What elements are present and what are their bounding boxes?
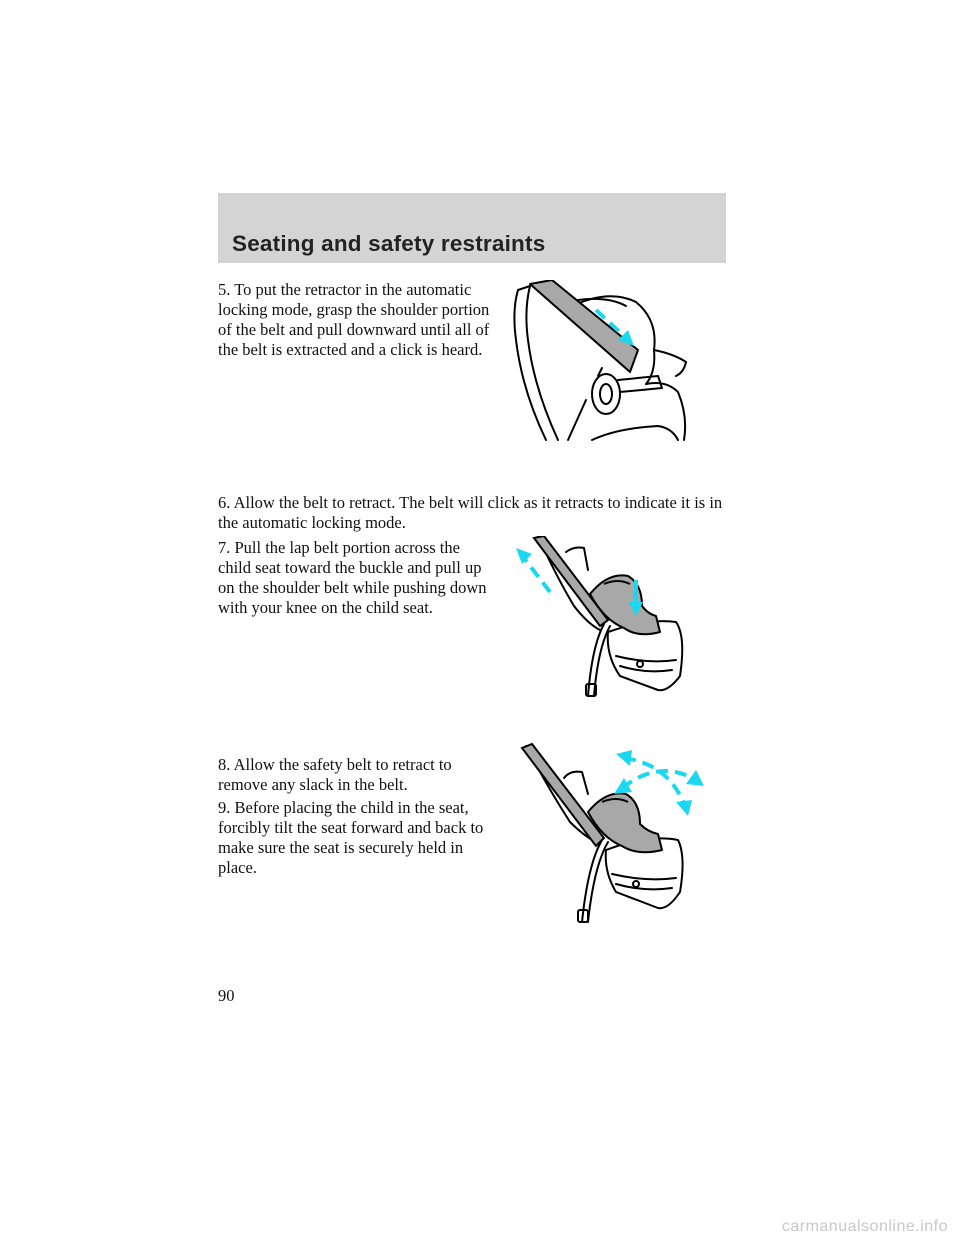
page-number: 90 [218,986,235,1005]
section-title: Seating and safety restraints [232,231,546,256]
step-5-text: 5. To put the retractor in the automatic locking mode, grasp the shoulder portion of the belt and pull downward until all of the belt is extracted and a click is heard. [218,280,490,359]
tilt-check-illustration [508,742,708,932]
step-9-text: 9. Before placing the child in the seat, forcibly tilt the seat forward and back to make sure the seat is securely held in place. [218,798,484,877]
step-7-text: 7. Pull the lap belt portion across the child seat toward the buckle and pull up on the shoulder belt while pushing down with your knee on the child seat. [218,538,487,617]
watermark: carmanualsonline.info [781,1218,948,1235]
lap-belt-illustration [508,536,698,706]
section-header [218,193,726,263]
retractor-illustration [508,280,718,450]
step-8-text: 8. Allow the safety belt to retract to remove any slack in the belt. [218,755,452,794]
step-6-text: 6. Allow the belt to retract. The belt will click as it retracts to indicate it is in the automatic locking mode. [218,493,723,532]
